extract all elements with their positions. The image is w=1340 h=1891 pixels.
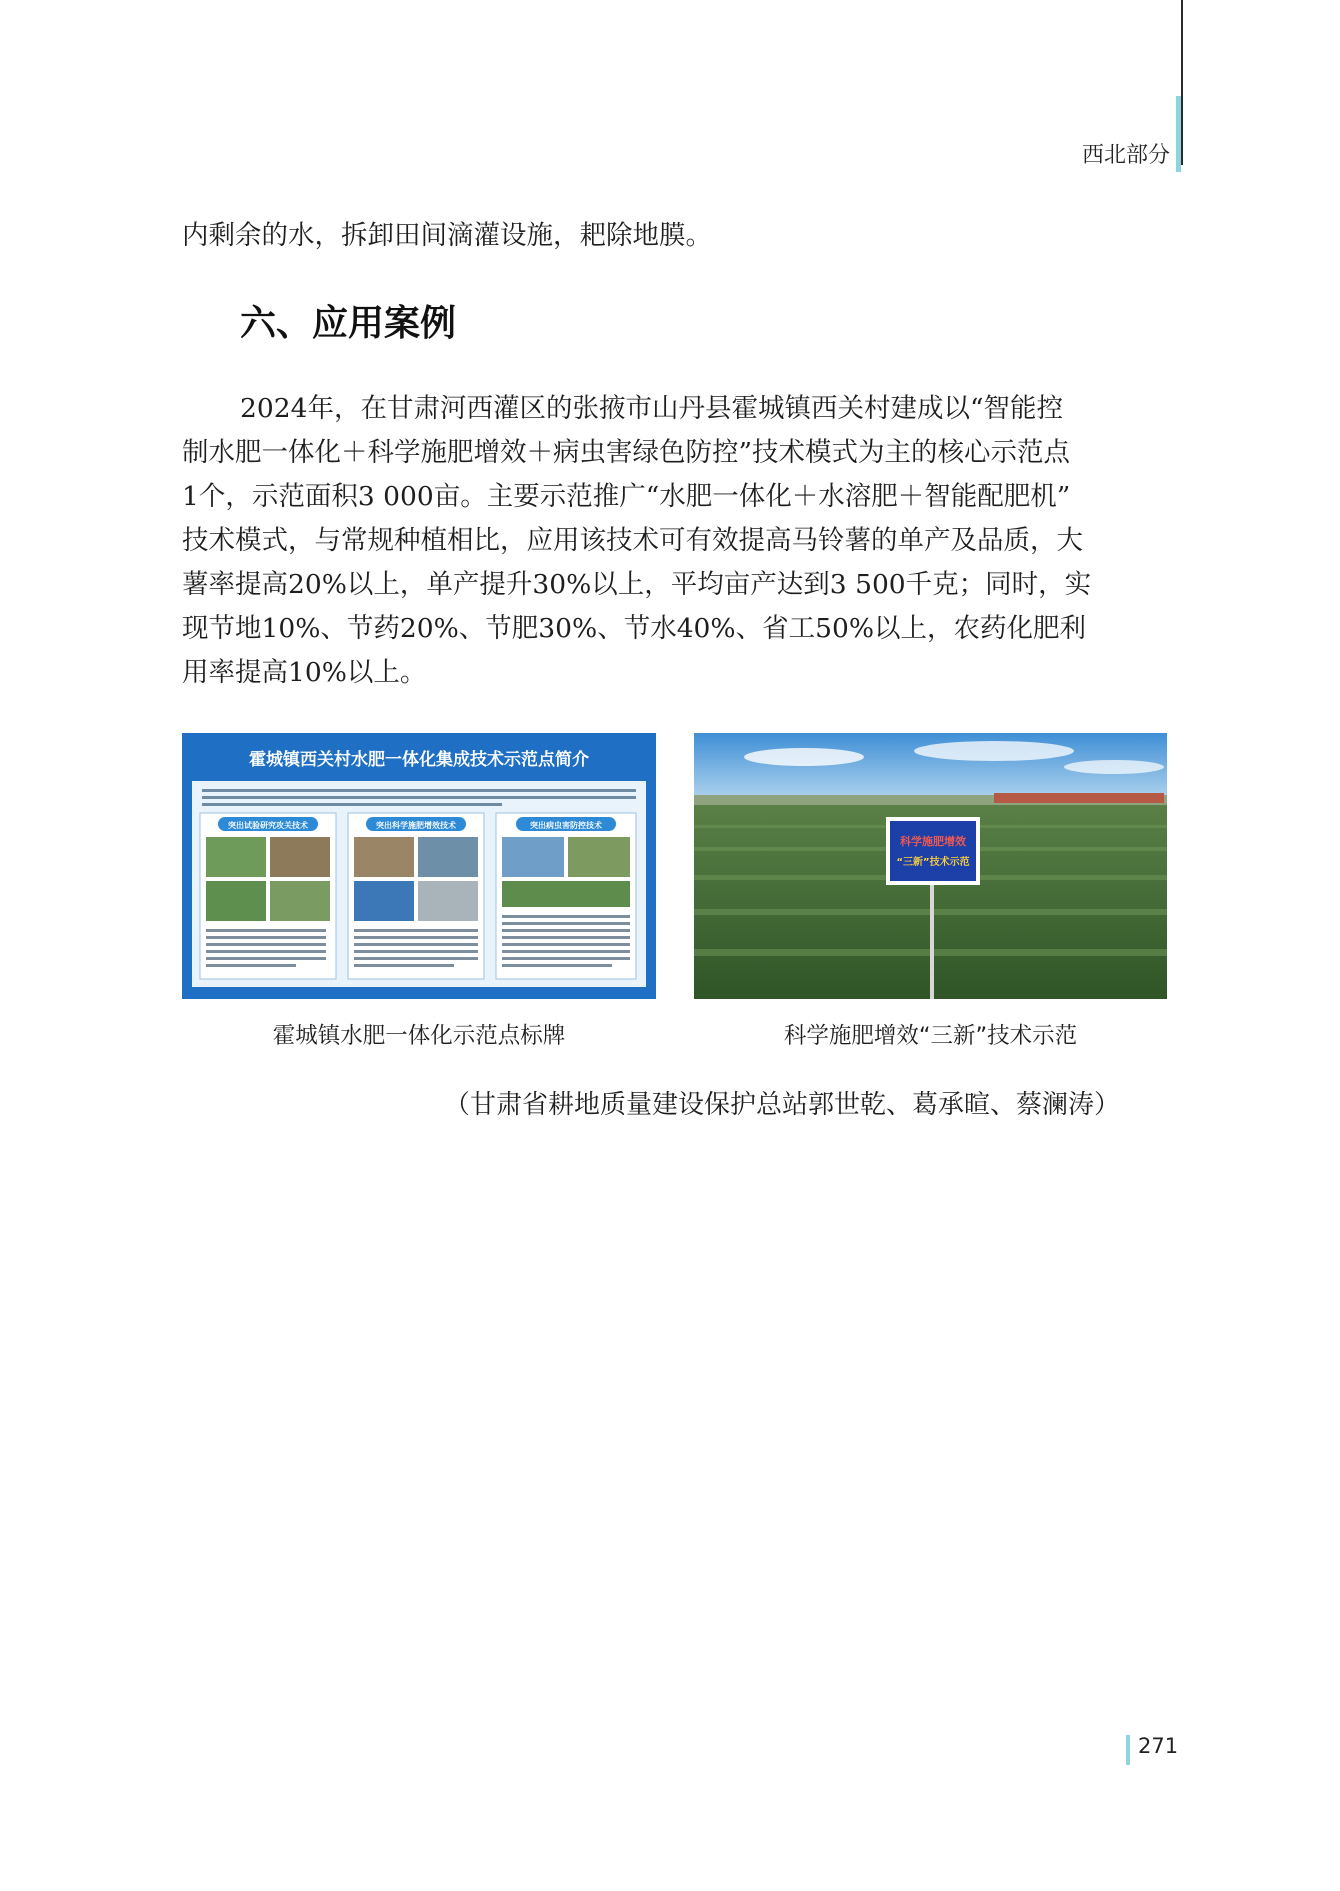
paragraph-line: 制水肥一体化＋科学施肥增效＋病虫害绿色防控”技术模式为主的核心示范点 (182, 437, 1071, 468)
section-tag: 西北部分 (1081, 143, 1170, 168)
paragraph-line: 现节地10%、节药20%、节肥30%、节水40%、省工50%以上，农药化肥利 (182, 613, 1087, 644)
paragraph-line: 2024年，在甘肃河西灌区的张掖市山丹县霍城镇西关村建成以“智能控 (240, 393, 1063, 424)
header-rule (1181, 0, 1183, 165)
panel-label: 突出病虫害防控技术 (530, 821, 602, 830)
page-number-accent (1126, 1735, 1130, 1765)
field-sign-line1: 科学施肥增效 (900, 835, 966, 848)
panel-label: 突出试验研究攻关技术 (228, 821, 308, 830)
field-photo (694, 733, 1167, 999)
intro-line: 内剩余的水，拆卸田间滴灌设施，耙除地膜。 (182, 220, 712, 251)
figure-caption-left: 霍城镇水肥一体化示范点标牌 (272, 1023, 566, 1049)
field-sign-line2: “三新”技术示范 (896, 857, 970, 868)
figure-caption-right: 科学施肥增效“三新”技术示范 (783, 1023, 1078, 1049)
page-number: 271 (1138, 1734, 1179, 1758)
paragraph-line: 1个，示范面积3 000亩。主要示范推广“水肥一体化＋水溶肥＋智能配肥机” (182, 481, 1071, 512)
paragraph-line: 薯率提高20%以上，单产提升30%以上，平均亩产达到3 500千克；同时，实 (182, 569, 1092, 600)
section-heading: 六、应用案例 (240, 303, 457, 344)
paragraph-line: 技术模式，与常规种植相比，应用该技术可有效提高马铃薯的单产及品质，大 (182, 525, 1083, 556)
signboard-photo (182, 733, 656, 999)
paragraph-line: 用率提高10%以上。 (182, 657, 427, 688)
board-title: 霍城镇西关村水肥一体化集成技术示范点简介 (249, 750, 589, 770)
author-credit: （甘肃省耕地质量建设保护总站郭世乾、葛承暄、蔡澜涛） (443, 1090, 1120, 1120)
panel-label: 突出科学施肥增效技术 (376, 821, 456, 830)
header-accent-bar (1176, 96, 1181, 172)
